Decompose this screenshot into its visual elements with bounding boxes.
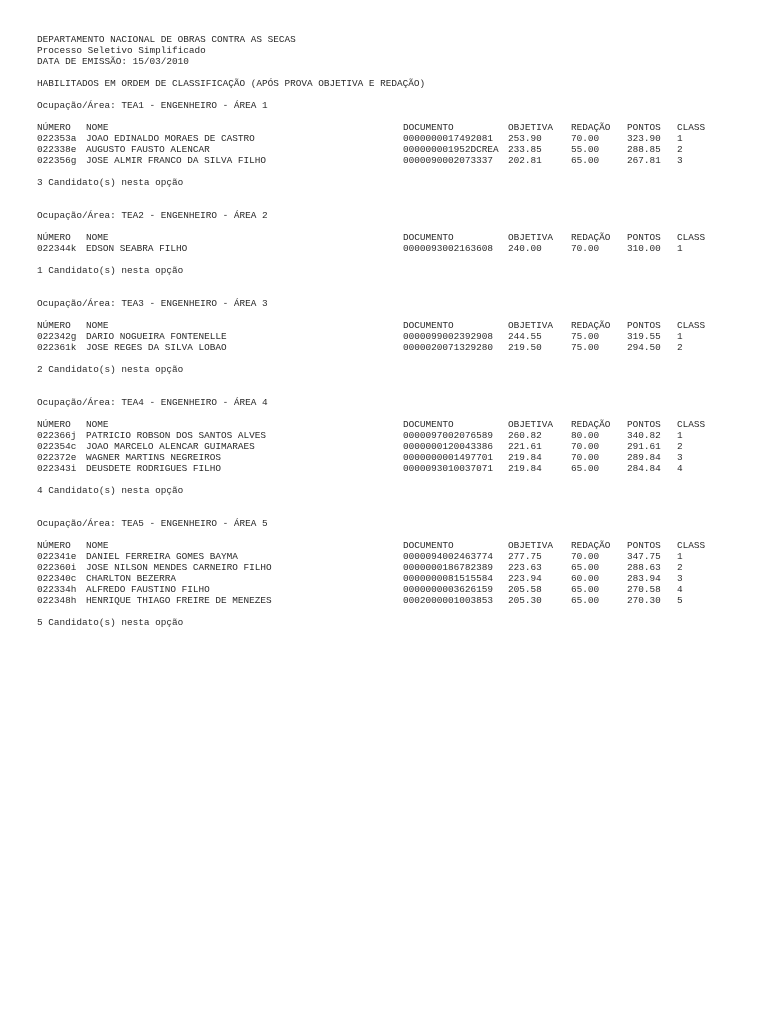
col-header-nome: NOME: [86, 232, 109, 243]
section-title: Ocupação/Área: TEA5 - ENGENHEIRO - ÁREA 5: [37, 518, 268, 529]
cell-pontos: 267.81: [627, 155, 661, 166]
cell-redacao: 70.00: [571, 133, 600, 144]
col-header-pontos: PONTOS: [627, 320, 661, 331]
cell-numero: 022342g: [37, 331, 77, 342]
cell-redacao: 75.00: [571, 331, 600, 342]
col-header-objetiva: OBJETIVA: [508, 122, 554, 133]
spacer: [37, 408, 737, 419]
spacer: [37, 606, 737, 617]
table-row: [37, 452, 737, 463]
process-title: Processo Seletivo Simplificado: [37, 45, 206, 56]
cell-nome: ALFREDO FAUSTINO FILHO: [86, 584, 210, 595]
cell-class: 2: [677, 562, 683, 573]
section-count: 4 Candidato(s) nesta opção: [37, 485, 184, 496]
table-row: [37, 463, 737, 474]
section-2: [37, 210, 737, 298]
col-header-redacao: REDAÇÃO: [571, 540, 611, 551]
cell-documento: 0002000001003853: [403, 595, 494, 606]
spacer: [37, 89, 737, 100]
col-header-nome: NOME: [86, 540, 109, 551]
cell-pontos: 319.55: [627, 331, 661, 342]
section-title: Ocupação/Área: TEA4 - ENGENHEIRO - ÁREA 4: [37, 397, 268, 408]
cell-pontos: 323.90: [627, 133, 661, 144]
cell-documento: 0000000001497701: [403, 452, 494, 463]
cell-nome: WAGNER MARTINS NEGREIROS: [86, 452, 222, 463]
spacer: [37, 254, 737, 265]
cell-numero: 022348h: [37, 595, 77, 606]
cell-objetiva: 221.61: [508, 441, 542, 452]
cell-nome: JOSE ALMIR FRANCO DA SILVA FILHO: [86, 155, 267, 166]
col-header-documento: DOCUMENTO: [403, 320, 454, 331]
table-row: [37, 144, 737, 155]
cell-numero: 022344k: [37, 243, 77, 254]
cell-pontos: 270.58: [627, 584, 661, 595]
col-header-documento: DOCUMENTO: [403, 540, 454, 551]
cell-nome: JOAO EDINALDO MORAES DE CASTRO: [86, 133, 255, 144]
spacer: [37, 111, 737, 122]
cell-objetiva: 223.63: [508, 562, 542, 573]
col-header-documento: DOCUMENTO: [403, 419, 454, 430]
cell-class: 2: [677, 441, 683, 452]
cell-class: 3: [677, 155, 683, 166]
cell-redacao: 65.00: [571, 155, 600, 166]
cell-documento: 0000099002392908: [403, 331, 494, 342]
cell-class: 1: [677, 430, 683, 441]
cell-nome: DARIO NOGUEIRA FONTENELLE: [86, 331, 227, 342]
table-row: [37, 155, 737, 166]
section-title: Ocupação/Área: TEA2 - ENGENHEIRO - ÁREA 2: [37, 210, 268, 221]
table-row: [37, 342, 737, 353]
cell-class: 1: [677, 551, 683, 562]
section-1: [37, 100, 737, 210]
cell-class: 1: [677, 133, 683, 144]
cell-class: 5: [677, 595, 683, 606]
cell-objetiva: 240.00: [508, 243, 542, 254]
cell-documento: 0000000186782389: [403, 562, 494, 573]
col-header-class: CLASS: [677, 419, 706, 430]
cell-redacao: 75.00: [571, 342, 600, 353]
table-row: [37, 595, 737, 606]
col-header-redacao: REDAÇÃO: [571, 122, 611, 133]
cell-pontos: 294.50: [627, 342, 661, 353]
cell-pontos: 288.85: [627, 144, 661, 155]
cell-redacao: 70.00: [571, 441, 600, 452]
cell-redacao: 65.00: [571, 562, 600, 573]
cell-objetiva: 205.30: [508, 595, 542, 606]
cell-documento: 0000097002076589: [403, 430, 494, 441]
col-header-nome: NOME: [86, 419, 109, 430]
section-count: 5 Candidato(s) nesta opção: [37, 617, 184, 628]
col-header-nome: NOME: [86, 122, 109, 133]
table-row: [37, 562, 737, 573]
col-header-nome: NOME: [86, 320, 109, 331]
cell-documento: 0000090002073337: [403, 155, 494, 166]
cell-objetiva: 202.81: [508, 155, 542, 166]
cell-pontos: 270.30: [627, 595, 661, 606]
table-row: [37, 133, 737, 144]
emission-date: DATA DE EMISSÃO: 15/03/2010: [37, 56, 189, 67]
document: [37, 34, 737, 628]
col-header-numero: NÚMERO: [37, 232, 71, 243]
cell-nome: DEUSDETE RODRIGUES FILHO: [86, 463, 222, 474]
table-header: [37, 122, 737, 133]
cell-redacao: 55.00: [571, 144, 600, 155]
cell-pontos: 347.75: [627, 551, 661, 562]
spacer: [37, 353, 737, 364]
cell-redacao: 70.00: [571, 452, 600, 463]
table-row: [37, 331, 737, 342]
cell-class: 1: [677, 243, 683, 254]
cell-class: 2: [677, 144, 683, 155]
cell-pontos: 288.63: [627, 562, 661, 573]
section-4: [37, 397, 737, 518]
cell-nome: EDSON SEABRA FILHO: [86, 243, 188, 254]
cell-documento: 0000000081515584: [403, 573, 494, 584]
sections-container: [37, 100, 737, 628]
cell-documento: 0000093010037071: [403, 463, 494, 474]
cell-numero: 022343i: [37, 463, 77, 474]
col-header-numero: NÚMERO: [37, 122, 71, 133]
cell-redacao: 60.00: [571, 573, 600, 584]
col-header-pontos: PONTOS: [627, 540, 661, 551]
spacer: [37, 166, 737, 177]
report-heading: HABILITADOS EM ORDEM DE CLASSIFICAÇÃO (APÓS PROVA OBJETIVA E REDAÇÃO): [37, 78, 426, 89]
spacer: [37, 276, 737, 298]
cell-documento: 0000000120043386: [403, 441, 494, 452]
cell-numero: 022338e: [37, 144, 77, 155]
cell-objetiva: 223.94: [508, 573, 542, 584]
col-header-class: CLASS: [677, 232, 706, 243]
cell-redacao: 80.00: [571, 430, 600, 441]
cell-redacao: 65.00: [571, 584, 600, 595]
col-header-class: CLASS: [677, 540, 706, 551]
col-header-objetiva: OBJETIVA: [508, 540, 554, 551]
col-header-pontos: PONTOS: [627, 419, 661, 430]
cell-nome: PATRICIO ROBSON DOS SANTOS ALVES: [86, 430, 267, 441]
cell-pontos: 283.94: [627, 573, 661, 584]
cell-nome: HENRIQUE THIAGO FREIRE DE MENEZES: [86, 595, 272, 606]
col-header-numero: NÚMERO: [37, 320, 71, 331]
col-header-class: CLASS: [677, 122, 706, 133]
col-header-redacao: REDAÇÃO: [571, 320, 611, 331]
cell-documento: 0000000003626159: [403, 584, 494, 595]
cell-nome: DANIEL FERREIRA GOMES BAYMA: [86, 551, 238, 562]
cell-redacao: 65.00: [571, 463, 600, 474]
col-header-objetiva: OBJETIVA: [508, 320, 554, 331]
cell-numero: 022354c: [37, 441, 77, 452]
section-count: 2 Candidato(s) nesta opção: [37, 364, 184, 375]
cell-class: 4: [677, 463, 683, 474]
cell-numero: 022361k: [37, 342, 77, 353]
col-header-documento: DOCUMENTO: [403, 122, 454, 133]
col-header-class: CLASS: [677, 320, 706, 331]
cell-class: 3: [677, 573, 683, 584]
cell-objetiva: 219.84: [508, 452, 542, 463]
cell-objetiva: 277.75: [508, 551, 542, 562]
cell-class: 1: [677, 331, 683, 342]
cell-objetiva: 233.85: [508, 144, 542, 155]
cell-objetiva: 244.55: [508, 331, 542, 342]
section-title: Ocupação/Área: TEA1 - ENGENHEIRO - ÁREA 1: [37, 100, 268, 111]
col-header-numero: NÚMERO: [37, 540, 71, 551]
cell-numero: 022334h: [37, 584, 77, 595]
cell-class: 3: [677, 452, 683, 463]
cell-nome: JOSE REGES DA SILVA LOBAO: [86, 342, 227, 353]
cell-numero: 022353a: [37, 133, 77, 144]
org-title: DEPARTAMENTO NACIONAL DE OBRAS CONTRA AS SECAS: [37, 34, 296, 45]
cell-pontos: 289.84: [627, 452, 661, 463]
cell-redacao: 70.00: [571, 243, 600, 254]
cell-objetiva: 219.84: [508, 463, 542, 474]
table-row: [37, 584, 737, 595]
col-header-redacao: REDAÇÃO: [571, 232, 611, 243]
col-header-pontos: PONTOS: [627, 232, 661, 243]
cell-nome: AUGUSTO FAUSTO ALENCAR: [86, 144, 210, 155]
cell-class: 4: [677, 584, 683, 595]
col-header-objetiva: OBJETIVA: [508, 232, 554, 243]
table-header: [37, 540, 737, 551]
cell-numero: 022372e: [37, 452, 77, 463]
cell-objetiva: 253.90: [508, 133, 542, 144]
col-header-pontos: PONTOS: [627, 122, 661, 133]
table-row: [37, 243, 737, 254]
cell-numero: 022341e: [37, 551, 77, 562]
col-header-objetiva: OBJETIVA: [508, 419, 554, 430]
spacer: [37, 474, 737, 485]
cell-numero: 022360i: [37, 562, 77, 573]
cell-pontos: 291.61: [627, 441, 661, 452]
cell-nome: CHARLTON BEZERRA: [86, 573, 177, 584]
table-header: [37, 320, 737, 331]
section-count: 1 Candidato(s) nesta opção: [37, 265, 184, 276]
cell-documento: 000000001952DCREA: [403, 144, 499, 155]
table-header: [37, 232, 737, 243]
cell-pontos: 310.00: [627, 243, 661, 254]
spacer: [37, 529, 737, 540]
cell-numero: 022366j: [37, 430, 77, 441]
cell-objetiva: 205.58: [508, 584, 542, 595]
col-header-documento: DOCUMENTO: [403, 232, 454, 243]
cell-nome: JOSE NILSON MENDES CARNEIRO FILHO: [86, 562, 272, 573]
spacer: [37, 309, 737, 320]
spacer: [37, 221, 737, 232]
cell-objetiva: 260.82: [508, 430, 542, 441]
cell-nome: JOAO MARCELO ALENCAR GUIMARAES: [86, 441, 255, 452]
cell-pontos: 284.84: [627, 463, 661, 474]
spacer: [37, 496, 737, 518]
table-row: [37, 573, 737, 584]
spacer: [37, 67, 737, 78]
spacer: [37, 375, 737, 397]
cell-pontos: 340.82: [627, 430, 661, 441]
cell-redacao: 70.00: [571, 551, 600, 562]
section-5: [37, 518, 737, 628]
cell-numero: 022356g: [37, 155, 77, 166]
cell-objetiva: 219.50: [508, 342, 542, 353]
cell-class: 2: [677, 342, 683, 353]
cell-redacao: 65.00: [571, 595, 600, 606]
cell-documento: 0000000017492081: [403, 133, 494, 144]
section-count: 3 Candidato(s) nesta opção: [37, 177, 184, 188]
table-row: [37, 551, 737, 562]
cell-documento: 0000094002463774: [403, 551, 494, 562]
table-header: [37, 419, 737, 430]
col-header-numero: NÚMERO: [37, 419, 71, 430]
table-row: [37, 441, 737, 452]
cell-documento: 0000093002163608: [403, 243, 494, 254]
cell-numero: 022340c: [37, 573, 77, 584]
section-3: [37, 298, 737, 397]
spacer: [37, 188, 737, 210]
cell-documento: 0000020071329280: [403, 342, 494, 353]
section-title: Ocupação/Área: TEA3 - ENGENHEIRO - ÁREA 3: [37, 298, 268, 309]
col-header-redacao: REDAÇÃO: [571, 419, 611, 430]
table-row: [37, 430, 737, 441]
